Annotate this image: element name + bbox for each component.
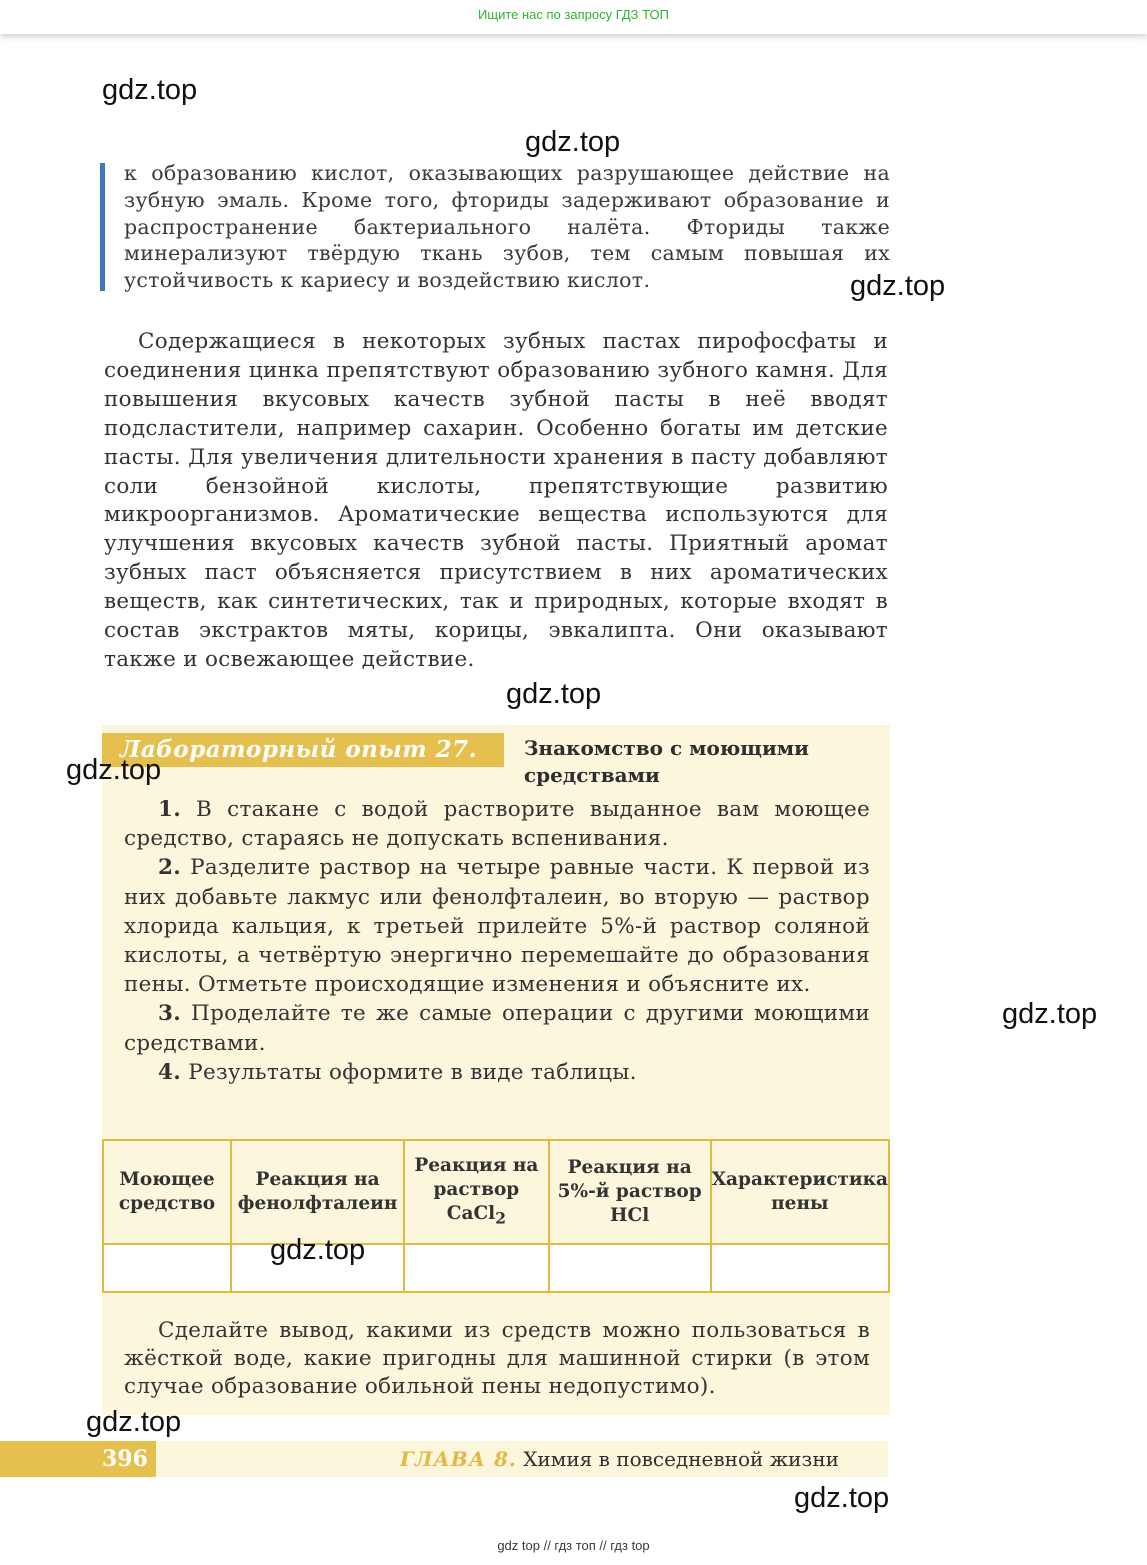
table-cell bbox=[404, 1244, 549, 1292]
col-header-cacl2: Реакция на раствор CaCl$_2$ bbox=[404, 1140, 549, 1244]
quote-block bbox=[100, 160, 890, 294]
chapter-title bbox=[400, 1441, 839, 1477]
lab-step bbox=[124, 999, 870, 1057]
watermark: gdz.top bbox=[66, 754, 162, 786]
watermark: gdz.top bbox=[506, 678, 602, 710]
col-header-detergent: Моющее средство bbox=[103, 1140, 231, 1244]
lab-steps bbox=[124, 795, 870, 1087]
lab-experiment-box bbox=[102, 725, 890, 1415]
bottom-links[interactable]: gdz top // гдз топ // гдз top bbox=[497, 1538, 650, 1553]
table-row bbox=[103, 1244, 889, 1292]
lab-step bbox=[124, 1058, 870, 1087]
step-number: 1. bbox=[158, 797, 182, 822]
watermark: gdz.top bbox=[525, 126, 621, 158]
step-text: В стакане с водой растворите выданное вам моющее средство, стараясь не допускать вспенивания. bbox=[124, 797, 870, 852]
chapter-name: Химия в повседневной жизни bbox=[523, 1447, 839, 1471]
watermark: gdz.top bbox=[850, 270, 946, 302]
quote-text: к образованию кислот, оказывающих разрушающее действие на зубную эмаль. Кроме того, фториды задерживают образование и распространение бактериального налёта. Фториды также минерализуют твёрдую ткань зубов, тем самым повышая их устойчивость к кариесу и воздействию кислот. bbox=[124, 161, 890, 293]
top-banner bbox=[0, 0, 1147, 34]
table-cell bbox=[711, 1244, 889, 1292]
lab-step bbox=[124, 795, 870, 853]
results-table bbox=[102, 1139, 890, 1293]
step-text: Проделайте те же самые операции с другими моющими средствами. bbox=[124, 1001, 870, 1056]
banner-text: Ищите нас по запросу ГДЗ ТОП bbox=[478, 7, 669, 22]
watermark: gdz.top bbox=[1002, 998, 1098, 1030]
col-header-phenolphthalein: Реакция на фенолфталеин bbox=[231, 1140, 404, 1244]
lab-step bbox=[124, 853, 870, 999]
lab-tag: Лабораторный опыт 27. bbox=[102, 733, 504, 767]
watermark: gdz.top bbox=[102, 74, 198, 106]
watermark: gdz.top bbox=[86, 1406, 182, 1438]
table-header-row bbox=[103, 1140, 889, 1244]
step-text: Разделите раствор на четыре равные части. К первой из них добавьте лакмус или фенолфталеин, во вторую — раствор хлорида кальция, к третьей прилейте 5%-й раствор соляной кислоты, а четвёртую энергично перемешайте до образования пены. Отметьте происходящие изменения и объясните их. bbox=[124, 855, 870, 998]
page-number: 396 bbox=[0, 1441, 156, 1477]
step-text: Результаты оформите в виде таблицы. bbox=[188, 1059, 637, 1085]
lab-conclusion: Сделайте вывод, какими из средств можно пользоваться в жёсткой воде, какие пригодны для машинной стирки (в этом случае образование обильной пены недопустимо). bbox=[124, 1318, 870, 1399]
body-paragraph: Содержащиеся в некоторых зубных пастах пирофосфаты и соединения цинка препятствуют образованию зубного камня. Для повышения вкусовых качеств зубной пасты в неё вводят подсластители, например сахарин. Особенно богаты им детские пасты. Для увеличения длительности хранения в пасту добавляют соли бензойной кислоты, препятствующие развитию микроорганизмов. Ароматические вещества используются для улучшения вкусовых качеств зубной пасты. Приятный аромат зубных паст объясняется присутствием в них ароматических веществ, как синтетических, так и природных, которые входят в состав экстрактов мяты, корицы, эвкалипта. Они оказывают также и освежающее действие. bbox=[104, 329, 888, 672]
col-header-foam: Характеристика пены bbox=[711, 1140, 889, 1244]
quote-bar bbox=[100, 163, 105, 291]
step-number: 4. bbox=[158, 1059, 182, 1085]
step-number: 3. bbox=[158, 1001, 182, 1027]
watermark: gdz.top bbox=[270, 1234, 366, 1266]
table-cell bbox=[103, 1244, 231, 1292]
table-cell bbox=[549, 1244, 711, 1292]
step-number: 2. bbox=[158, 855, 182, 881]
lab-title: Знакомство с моющими средствами bbox=[524, 736, 809, 787]
chapter-label: ГЛАВА 8. bbox=[400, 1447, 517, 1471]
watermark: gdz.top bbox=[794, 1482, 890, 1514]
col-header-hcl: Реакция на 5%-й раствор HCl bbox=[549, 1140, 711, 1244]
